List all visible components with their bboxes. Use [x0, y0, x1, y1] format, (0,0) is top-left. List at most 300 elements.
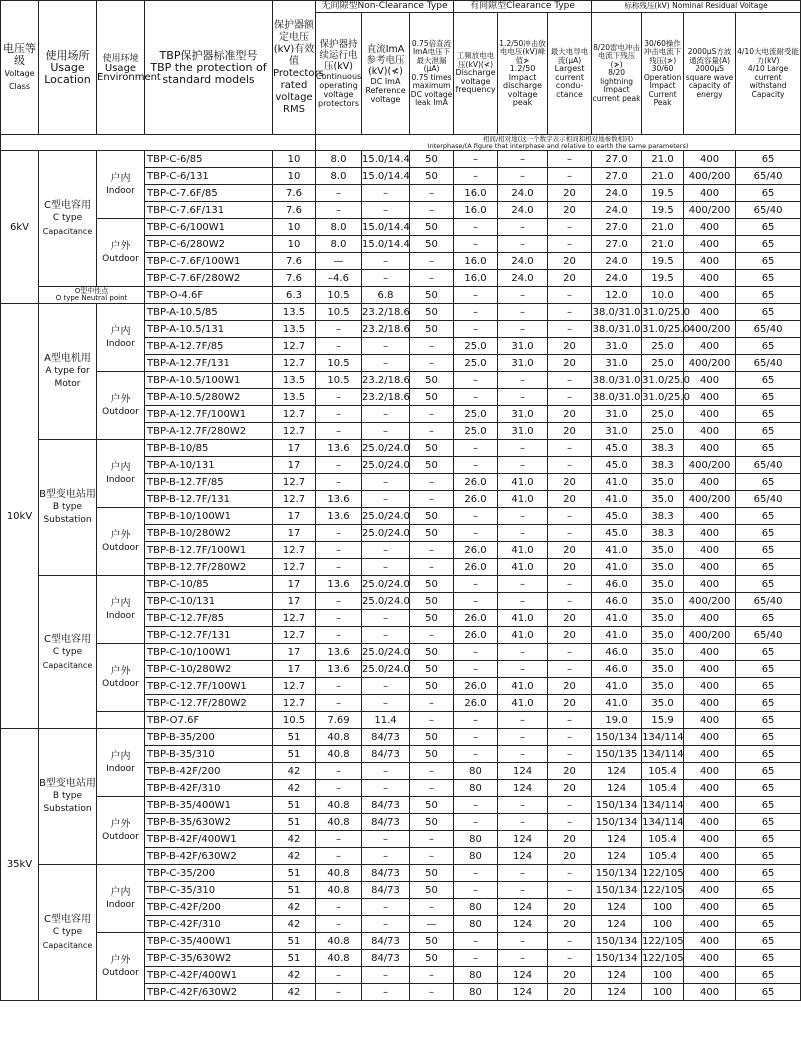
lightning-cell: 24.0: [592, 185, 642, 202]
square-wave-cell: 400/200: [684, 355, 736, 372]
operation-cell: 31.0/25.0: [642, 372, 684, 389]
impact-cell: 41.0: [498, 542, 548, 559]
square-wave-cell: 400: [684, 661, 736, 678]
rated-voltage-cell: 13.5: [273, 389, 316, 406]
largest-current-cell: –: [548, 882, 592, 899]
operation-cell: 15.9: [642, 712, 684, 729]
rated-voltage-cell: 12.7: [273, 474, 316, 491]
large-current-cell: 65/40: [736, 202, 801, 219]
continuous-voltage-cell: –: [316, 763, 362, 780]
rated-voltage-cell: 12.7: [273, 559, 316, 576]
model-cell: TBP-A-10.5/85: [145, 304, 273, 321]
leakage-cell: –: [410, 848, 454, 865]
label-en: C type: [52, 927, 83, 937]
square-wave-cell: 400: [684, 304, 736, 321]
leakage-cell: 50: [410, 151, 454, 168]
dc-reference-cell: –: [362, 559, 410, 576]
model-cell: TBP-C-10/131: [145, 593, 273, 610]
continuous-voltage-cell: 8.0: [316, 151, 362, 168]
dc-reference-cell: 23.2/18.6: [362, 321, 410, 338]
large-current-cell: 65/40: [736, 168, 801, 185]
model-cell: TBP-C-7.6F/85: [145, 185, 273, 202]
square-wave-cell: 400: [684, 678, 736, 695]
square-wave-cell: 400: [684, 797, 736, 814]
continuous-voltage-cell: –: [316, 338, 362, 355]
dc-reference-cell: 25.0/24.0: [362, 576, 410, 593]
square-wave-cell: 400: [684, 729, 736, 746]
discharge-cell: 80: [454, 780, 498, 797]
operation-cell: 31.0/25.0: [642, 304, 684, 321]
discharge-cell: –: [454, 236, 498, 253]
lightning-cell: 124: [592, 763, 642, 780]
dc-reference-cell: 23.2/18.6: [362, 372, 410, 389]
dc-reference-cell: 15.0/14.4: [362, 151, 410, 168]
discharge-cell: –: [454, 508, 498, 525]
discharge-cell: 16.0: [454, 270, 498, 287]
largest-current-cell: –: [548, 746, 592, 763]
table-body: [1, 151, 801, 1001]
rated-voltage-cell: 12.7: [273, 406, 316, 423]
discharge-cell: –: [454, 321, 498, 338]
largest-current-cell: –: [548, 219, 592, 236]
continuous-voltage-cell: 8.0: [316, 219, 362, 236]
usage-environment-cell: [97, 576, 145, 644]
dc-reference-cell: –: [362, 610, 410, 627]
impact-cell: 124: [498, 763, 548, 780]
square-wave-cell: 400: [684, 423, 736, 440]
dc-reference-cell: –: [362, 491, 410, 508]
square-wave-cell: 400: [684, 576, 736, 593]
leakage-cell: 50: [410, 933, 454, 950]
square-wave-cell: 400: [684, 253, 736, 270]
operation-cell: 100: [642, 916, 684, 933]
largest-current-cell: –: [548, 576, 592, 593]
lightning-cell: 24.0: [592, 253, 642, 270]
continuous-voltage-cell: 7.69: [316, 712, 362, 729]
label-cn: 户外: [110, 818, 131, 830]
discharge-cell: 80: [454, 984, 498, 1001]
operation-cell: 19.5: [642, 202, 684, 219]
dc-reference-cell: 25.0/24.0: [362, 525, 410, 542]
large-current-cell: 65: [736, 151, 801, 168]
leakage-cell: 50: [410, 610, 454, 627]
continuous-voltage-cell: –: [316, 627, 362, 644]
discharge-cell: 25.0: [454, 338, 498, 355]
model-cell: TBP-C-6/280W2: [145, 236, 273, 253]
dc-reference-cell: –: [362, 831, 410, 848]
discharge-cell: –: [454, 814, 498, 831]
largest-current-cell: –: [548, 168, 592, 185]
square-wave-cell: 400: [684, 865, 736, 882]
large-current-cell: 65: [736, 899, 801, 916]
label-en: Outdoor: [102, 406, 139, 417]
model-cell: TBP-C-6/100W1: [145, 219, 273, 236]
impact-cell: 24.0: [498, 185, 548, 202]
table-row: [1, 933, 801, 950]
label-sub: Capacitance: [42, 941, 93, 950]
discharge-cell: –: [454, 168, 498, 185]
continuous-voltage-cell: –: [316, 525, 362, 542]
lightning-cell: 46.0: [592, 644, 642, 661]
model-cell: TBP-C-7.6F/100W1: [145, 253, 273, 270]
operation-cell: 21.0: [642, 151, 684, 168]
header-impact: 1.2/50冲击放电电压(kV)峰值≯ 1.2/50 Impact discharge voltage peak: [498, 13, 548, 135]
rated-voltage-cell: 12.7: [273, 627, 316, 644]
impact-cell: –: [498, 151, 548, 168]
continuous-voltage-cell: –: [316, 695, 362, 712]
dc-reference-cell: –: [362, 780, 410, 797]
header-discharge: 工频放电电压(kV)(≮) Discharge voltage frequency: [454, 13, 498, 135]
leakage-cell: –: [410, 984, 454, 1001]
table-row: [1, 372, 801, 389]
model-cell: TBP-B-42F/630W2: [145, 848, 273, 865]
square-wave-cell: 400: [684, 508, 736, 525]
table-row: [1, 729, 801, 746]
square-wave-cell: 400: [684, 763, 736, 780]
largest-current-cell: 20: [548, 491, 592, 508]
operation-cell: 38.3: [642, 508, 684, 525]
operation-cell: 35.0: [642, 474, 684, 491]
rated-voltage-cell: 17: [273, 440, 316, 457]
lightning-cell: 41.0: [592, 491, 642, 508]
label-cn: C型电容用: [44, 633, 91, 645]
rated-voltage-cell: 51: [273, 729, 316, 746]
leakage-cell: –: [410, 253, 454, 270]
square-wave-cell: 400: [684, 967, 736, 984]
lightning-cell: 41.0: [592, 610, 642, 627]
operation-cell: 19.5: [642, 185, 684, 202]
largest-current-cell: –: [548, 865, 592, 882]
large-current-cell: 65: [736, 253, 801, 270]
large-current-cell: 65: [736, 780, 801, 797]
operation-cell: 35.0: [642, 695, 684, 712]
model-cell: TBP-B-35/630W2: [145, 814, 273, 831]
header-continuous-voltage: 保护器持续运行电压(kV) Continuous operating voltage protectors: [316, 13, 362, 135]
impact-cell: –: [498, 865, 548, 882]
largest-current-cell: 20: [548, 270, 592, 287]
lightning-cell: 27.0: [592, 168, 642, 185]
continuous-voltage-cell: 40.8: [316, 882, 362, 899]
largest-current-cell: 20: [548, 848, 592, 865]
dc-reference-cell: 15.0/14.4: [362, 168, 410, 185]
rated-voltage-cell: 12.7: [273, 338, 316, 355]
square-wave-cell: 400: [684, 712, 736, 729]
large-current-cell: 65: [736, 984, 801, 1001]
rated-voltage-cell: 10.5: [273, 712, 316, 729]
leakage-cell: –: [410, 338, 454, 355]
impact-cell: –: [498, 389, 548, 406]
dc-reference-cell: –: [362, 848, 410, 865]
lightning-cell: 124: [592, 831, 642, 848]
label-en: O type Neutral point: [55, 294, 128, 302]
lightning-cell: 31.0: [592, 423, 642, 440]
leakage-cell: 50: [410, 678, 454, 695]
dc-reference-cell: –: [362, 423, 410, 440]
dc-reference-cell: 23.2/18.6: [362, 304, 410, 321]
model-cell: TBP-C-7.6F/131: [145, 202, 273, 219]
continuous-voltage-cell: 13.6: [316, 644, 362, 661]
continuous-voltage-cell: 40.8: [316, 746, 362, 763]
lightning-cell: 19.0: [592, 712, 642, 729]
large-current-cell: 65: [736, 185, 801, 202]
header-large-current: 4/10大电流耐受能力(kV) 4/10 Large current withstand Capacity: [736, 13, 801, 135]
leakage-cell: –: [410, 831, 454, 848]
discharge-cell: –: [454, 389, 498, 406]
large-current-cell: 65/40: [736, 321, 801, 338]
large-current-cell: 65: [736, 287, 801, 304]
impact-cell: –: [498, 576, 548, 593]
rated-voltage-cell: 51: [273, 882, 316, 899]
rated-voltage-cell: 12.7: [273, 610, 316, 627]
rated-voltage-cell: 51: [273, 933, 316, 950]
operation-cell: 21.0: [642, 236, 684, 253]
large-current-cell: 65/40: [736, 627, 801, 644]
large-current-cell: 65: [736, 967, 801, 984]
rated-voltage-cell: 42: [273, 763, 316, 780]
square-wave-cell: 400: [684, 440, 736, 457]
largest-current-cell: 20: [548, 474, 592, 491]
model-cell: TBP-B-35/310: [145, 746, 273, 763]
largest-current-cell: 20: [548, 627, 592, 644]
largest-current-cell: –: [548, 525, 592, 542]
square-wave-cell: 400: [684, 984, 736, 1001]
model-cell: TBP-B-35/400W1: [145, 797, 273, 814]
usage-environment-cell: [97, 797, 145, 865]
continuous-voltage-cell: –: [316, 967, 362, 984]
voltage-class-cell: 6kV: [1, 151, 39, 304]
impact-cell: 31.0: [498, 338, 548, 355]
large-current-cell: 65: [736, 338, 801, 355]
square-wave-cell: 400/200: [684, 491, 736, 508]
lightning-cell: 150/134: [592, 882, 642, 899]
discharge-cell: –: [454, 525, 498, 542]
continuous-voltage-cell: –: [316, 423, 362, 440]
impact-cell: –: [498, 797, 548, 814]
leakage-cell: 50: [410, 236, 454, 253]
largest-current-cell: –: [548, 304, 592, 321]
model-cell: TBP-C-42F/400W1: [145, 967, 273, 984]
impact-cell: 24.0: [498, 253, 548, 270]
impact-cell: 24.0: [498, 202, 548, 219]
header-voltage-class: 电压等级 Voltage Class: [1, 1, 39, 135]
rated-voltage-cell: 12.7: [273, 542, 316, 559]
operation-cell: 35.0: [642, 576, 684, 593]
operation-cell: 122/105: [642, 950, 684, 967]
lightning-cell: 150/134: [592, 729, 642, 746]
lightning-cell: 124: [592, 967, 642, 984]
largest-current-cell: –: [548, 644, 592, 661]
impact-cell: 41.0: [498, 695, 548, 712]
leakage-cell: –: [410, 712, 454, 729]
square-wave-cell: 400: [684, 185, 736, 202]
rated-voltage-cell: 10: [273, 219, 316, 236]
rated-voltage-cell: 51: [273, 797, 316, 814]
leakage-cell: –: [410, 542, 454, 559]
continuous-voltage-cell: –: [316, 831, 362, 848]
model-cell: TBP-C-6/131: [145, 168, 273, 185]
impact-cell: –: [498, 712, 548, 729]
impact-cell: 31.0: [498, 355, 548, 372]
operation-cell: 38.3: [642, 457, 684, 474]
square-wave-cell: 400: [684, 474, 736, 491]
usage-environment-cell: [97, 219, 145, 287]
largest-current-cell: –: [548, 440, 592, 457]
model-cell: TBP-C-42F/200: [145, 899, 273, 916]
largest-current-cell: –: [548, 933, 592, 950]
leakage-cell: 50: [410, 168, 454, 185]
lightning-cell: 150/134: [592, 933, 642, 950]
continuous-voltage-cell: 10.5: [316, 304, 362, 321]
table-row: [1, 644, 801, 661]
label-en: Indoor: [106, 474, 135, 485]
square-wave-cell: 400: [684, 610, 736, 627]
rated-voltage-cell: 42: [273, 916, 316, 933]
label-en: Outdoor: [102, 253, 139, 264]
label-cn: 户外: [110, 393, 131, 405]
label-sub: Capacitance: [42, 660, 93, 670]
discharge-cell: 80: [454, 899, 498, 916]
lightning-cell: 27.0: [592, 219, 642, 236]
model-cell: TBP-C-7.6F/280W2: [145, 270, 273, 287]
lightning-cell: 45.0: [592, 457, 642, 474]
label-cn: B型变电站用: [39, 489, 96, 500]
continuous-voltage-cell: –: [316, 780, 362, 797]
continuous-voltage-cell: –: [316, 848, 362, 865]
model-cell: TBP-A-10/131: [145, 457, 273, 474]
lightning-cell: 31.0: [592, 406, 642, 423]
label-en: Outdoor: [102, 542, 139, 553]
voltage-class-cell: 10kV: [1, 304, 39, 729]
large-current-cell: 65: [736, 525, 801, 542]
dc-reference-cell: 23.2/18.6: [362, 389, 410, 406]
usage-environment-cell: [97, 508, 145, 576]
impact-cell: 41.0: [498, 474, 548, 491]
operation-cell: 25.0: [642, 355, 684, 372]
large-current-cell: 65: [736, 372, 801, 389]
dc-reference-cell: –: [362, 542, 410, 559]
discharge-cell: –: [454, 593, 498, 610]
continuous-voltage-cell: –: [316, 542, 362, 559]
header-interphase-note: 相间/相对地(这一个数字表示相间和相对地参数相同) Interphase/(A figure that interphase and relative to earth the same parameters): [316, 135, 801, 151]
impact-cell: –: [498, 933, 548, 950]
dc-reference-cell: 6.8: [362, 287, 410, 304]
rated-voltage-cell: 51: [273, 814, 316, 831]
rated-voltage-cell: 42: [273, 984, 316, 1001]
dc-reference-cell: 25.0/24.0: [362, 644, 410, 661]
table-row: [1, 287, 801, 304]
dc-reference-cell: –: [362, 627, 410, 644]
continuous-voltage-cell: 8.0: [316, 168, 362, 185]
operation-cell: 100: [642, 899, 684, 916]
largest-current-cell: 20: [548, 406, 592, 423]
square-wave-cell: 400: [684, 814, 736, 831]
table-row: [1, 797, 801, 814]
continuous-voltage-cell: –: [316, 202, 362, 219]
usage-location-cell: [39, 151, 97, 287]
largest-current-cell: –: [548, 729, 592, 746]
dc-reference-cell: –: [362, 355, 410, 372]
continuous-voltage-cell: 40.8: [316, 950, 362, 967]
largest-current-cell: 20: [548, 355, 592, 372]
lightning-cell: 41.0: [592, 559, 642, 576]
lightning-cell: 45.0: [592, 525, 642, 542]
rated-voltage-cell: 17: [273, 576, 316, 593]
discharge-cell: 26.0: [454, 678, 498, 695]
dc-reference-cell: 84/73: [362, 797, 410, 814]
impact-cell: –: [498, 882, 548, 899]
label-cn: 户内: [110, 597, 131, 609]
large-current-cell: 65: [736, 678, 801, 695]
label-cn: 户外: [110, 529, 131, 541]
label-cn: A型电机用: [44, 353, 91, 364]
square-wave-cell: 400/200: [684, 202, 736, 219]
label-en: Indoor: [106, 185, 135, 196]
leakage-cell: –: [410, 491, 454, 508]
square-wave-cell: 400: [684, 848, 736, 865]
label-en: Indoor: [106, 610, 135, 621]
square-wave-cell: 400: [684, 644, 736, 661]
dc-reference-cell: –: [362, 678, 410, 695]
discharge-cell: 26.0: [454, 559, 498, 576]
model-cell: TBP-C-35/630W2: [145, 950, 273, 967]
large-current-cell: 65: [736, 729, 801, 746]
large-current-cell: 65: [736, 661, 801, 678]
rated-voltage-cell: 17: [273, 457, 316, 474]
lightning-cell: 150/134: [592, 814, 642, 831]
model-cell: TBP-B-12.7F/280W2: [145, 559, 273, 576]
impact-cell: 124: [498, 831, 548, 848]
large-current-cell: 65: [736, 474, 801, 491]
continuous-voltage-cell: 13.6: [316, 508, 362, 525]
impact-cell: 41.0: [498, 610, 548, 627]
discharge-cell: 26.0: [454, 695, 498, 712]
square-wave-cell: 400: [684, 831, 736, 848]
dc-reference-cell: 15.0/14.4: [362, 219, 410, 236]
rated-voltage-cell: 12.7: [273, 678, 316, 695]
leakage-cell: –: [410, 355, 454, 372]
lightning-cell: 45.0: [592, 440, 642, 457]
label-en: Indoor: [106, 899, 135, 910]
usage-location-cell: [39, 576, 97, 729]
lightning-cell: 41.0: [592, 678, 642, 695]
largest-current-cell: –: [548, 797, 592, 814]
continuous-voltage-cell: 13.6: [316, 661, 362, 678]
usage-location-cell: [39, 287, 145, 304]
continuous-voltage-cell: 10.5: [316, 372, 362, 389]
leakage-cell: –: [410, 270, 454, 287]
model-cell: TBP-B-35/200: [145, 729, 273, 746]
large-current-cell: 65: [736, 610, 801, 627]
largest-current-cell: –: [548, 236, 592, 253]
lightning-cell: 124: [592, 848, 642, 865]
large-current-cell: 65: [736, 848, 801, 865]
large-current-cell: 65: [736, 304, 801, 321]
rated-voltage-cell: 17: [273, 644, 316, 661]
discharge-cell: –: [454, 661, 498, 678]
lightning-cell: 46.0: [592, 593, 642, 610]
leakage-cell: 50: [410, 746, 454, 763]
label-cn: 户内: [110, 172, 131, 184]
table-row: [1, 304, 801, 321]
impact-cell: 41.0: [498, 678, 548, 695]
large-current-cell: 65/40: [736, 491, 801, 508]
model-cell: TBP-B-42F/310: [145, 780, 273, 797]
label-cn: 户内: [110, 886, 131, 898]
square-wave-cell: 400: [684, 780, 736, 797]
rated-voltage-cell: 51: [273, 865, 316, 882]
discharge-cell: 25.0: [454, 423, 498, 440]
usage-environment-cell: [97, 729, 145, 797]
